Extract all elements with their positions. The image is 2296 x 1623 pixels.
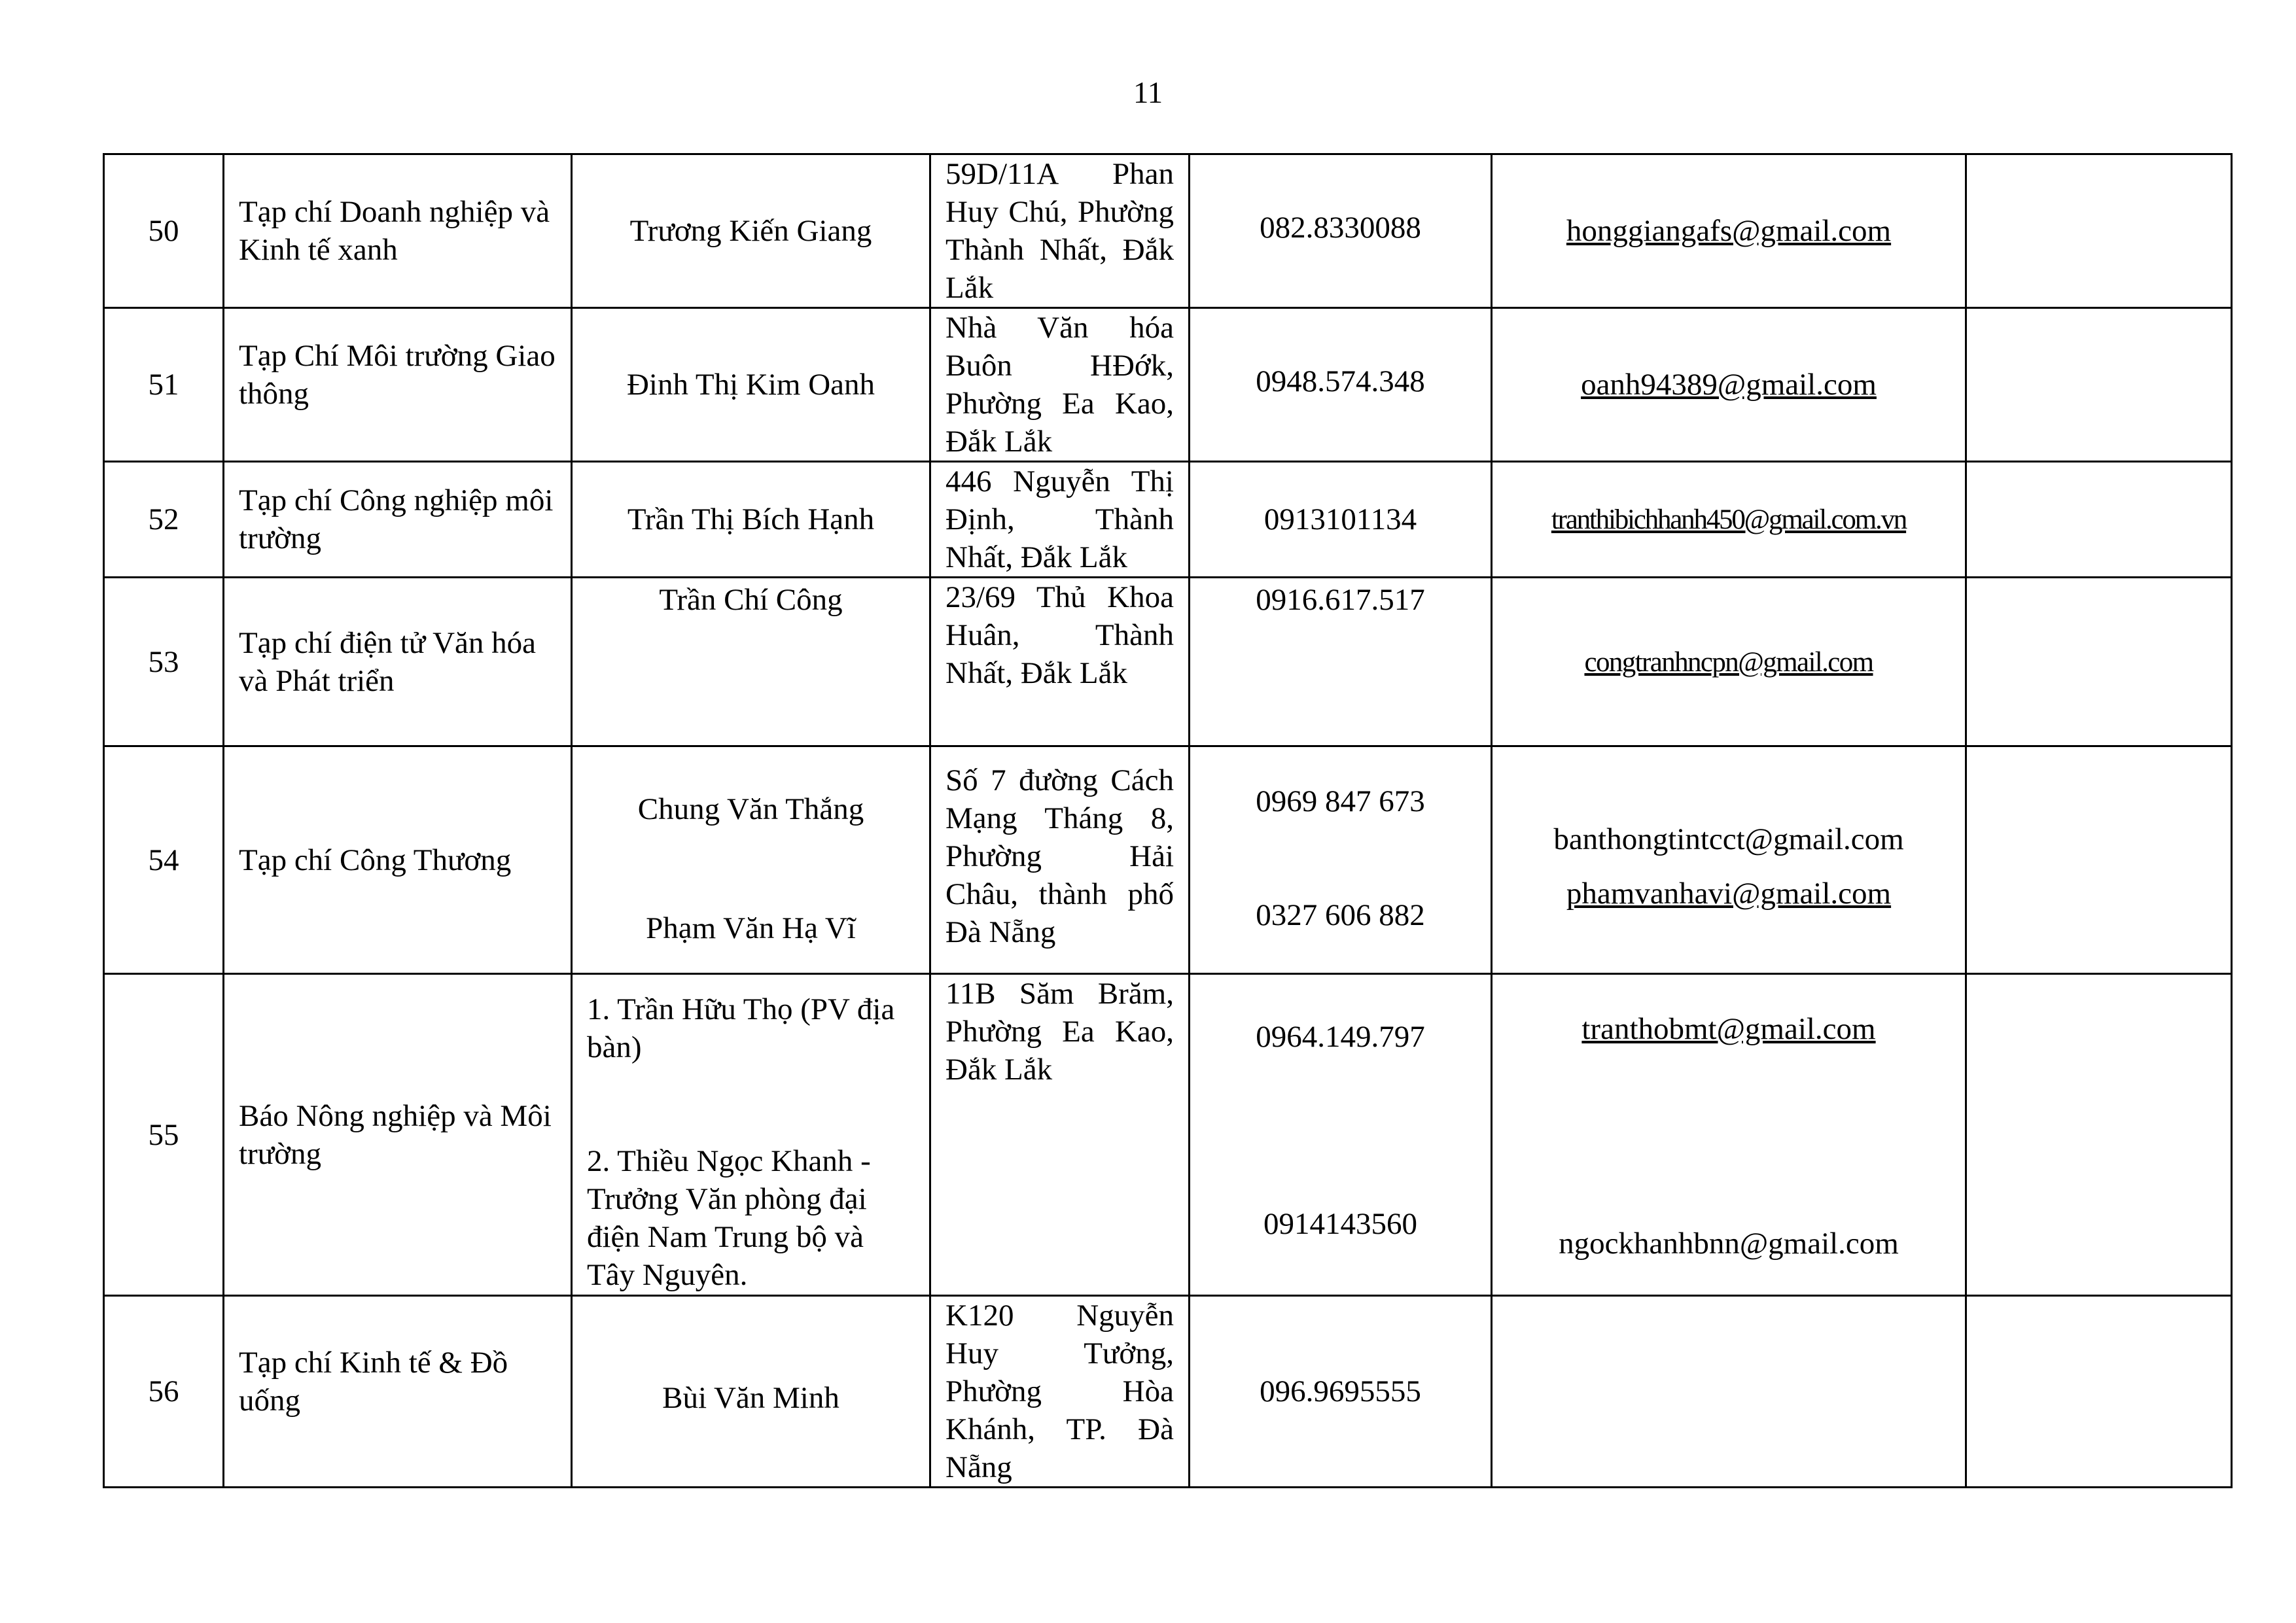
table-row [104, 308, 2232, 462]
contact-person-2: Phạm Văn Hạ Vĩ [646, 911, 856, 945]
address: Nhà Văn hóa Buôn HĐớk, Phường Ea Kao, Đắk Lắk [930, 308, 1190, 462]
phone-number-2: 0327 606 882 [1256, 898, 1425, 932]
email-link[interactable]: phamvanhavi@gmail.com [1566, 877, 1892, 911]
page-number: 11 [1133, 76, 1163, 110]
agency-name [224, 1296, 572, 1488]
contact-person [572, 1296, 930, 1488]
phone-number-1: 0969 847 673 [1256, 784, 1425, 818]
address: 446 Nguyễn Thị Định, Thành Nhất, Đắk Lắk [930, 462, 1190, 578]
notes-cell [1966, 1296, 2232, 1488]
email-cell [1492, 154, 1966, 308]
press-contact-table [103, 153, 2233, 1488]
table-row [104, 746, 2232, 974]
email-cell [1492, 746, 1966, 974]
row-number: 55 [104, 974, 224, 1296]
contact-person-1: 1. Trần Hữu Thọ (PV địa bàn) [587, 992, 895, 1064]
agency-name-text: Tạp chí Kinh tế & Đồ uống [239, 1346, 508, 1418]
contact-person: Trần Thị Bích Hạnh [572, 462, 930, 578]
contact-person [572, 578, 930, 746]
agency-name: Tạp chí Công Thương [224, 746, 572, 974]
email-cell [1492, 578, 1966, 746]
email-link[interactable]: honggiangafs@gmail.com [1566, 214, 1892, 248]
contact-person: Trương Kiến Giang [572, 154, 930, 308]
email-link[interactable]: congtranhncpn@gmail.com [1584, 646, 1873, 678]
contact-person-2: 2. Thiều Ngọc Khanh - Trưởng Văn phòng đại điện Nam Trung bộ và Tây Nguyên. [587, 1144, 871, 1292]
row-number: 56 [104, 1296, 224, 1488]
row-number: 54 [104, 746, 224, 974]
row-number: 53 [104, 578, 224, 746]
phone-number-2: 0914143560 [1263, 1207, 1417, 1241]
address: 59D/11A Phan Huy Chú, Phường Thành Nhất, Đắk Lắk [930, 154, 1190, 308]
email-cell [1492, 974, 1966, 1296]
address: K120 Nguyễn Huy Tưởng, Phường Hòa Khánh, TP. Đà Nẵng [930, 1296, 1190, 1488]
phone [1190, 308, 1492, 462]
row-number: 50 [104, 154, 224, 308]
contact-person [572, 974, 930, 1296]
phone: 0913101134 [1190, 462, 1492, 578]
row-number: 51 [104, 308, 224, 462]
email-cell [1492, 1296, 1966, 1488]
email-2: ngockhanhbnn@gmail.com [1559, 1227, 1899, 1261]
table-row [104, 462, 2232, 578]
phone: 096.9695555 [1190, 1296, 1492, 1488]
phone-number: 082.8330088 [1260, 211, 1421, 245]
agency-name: Tạp chí Công nghiệp môi trường [224, 462, 572, 578]
contact-person: Đinh Thị Kim Oanh [572, 308, 930, 462]
agency-name: Tạp chí điện tử Văn hóa và Phát triển [224, 578, 572, 746]
agency-name [224, 308, 572, 462]
table-row [104, 578, 2232, 746]
address: 11B Săm Brăm, Phường Ea Kao, Đắk Lắk [930, 974, 1190, 1296]
phone [1190, 154, 1492, 308]
phone-number-1: 0964.149.797 [1256, 1020, 1425, 1054]
contact-person [572, 746, 930, 974]
agency-name: Tạp chí Doanh nghiệp và Kinh tế xanh [224, 154, 572, 308]
table-row [104, 1296, 2232, 1488]
row-number: 52 [104, 462, 224, 578]
notes-cell [1966, 578, 2232, 746]
notes-cell [1966, 974, 2232, 1296]
phone-number: 0948.574.348 [1256, 364, 1425, 398]
address: 23/69 Thủ Khoa Huân, Thành Nhất, Đắk Lắk [930, 578, 1190, 746]
email-1: banthongtintcct@gmail.com [1553, 822, 1904, 856]
phone-number: 0916.617.517 [1256, 583, 1425, 617]
email-cell [1492, 308, 1966, 462]
agency-name-text: Tạp Chí Môi trường Giao thông [239, 339, 556, 411]
address-text: Số 7 đường Cách Mạng Tháng 8, Phường Hải Châu, thành phố Đà Nẵng [945, 763, 1174, 949]
phone [1190, 578, 1492, 746]
address [930, 746, 1190, 974]
email-2-wrap [1492, 875, 1965, 913]
email-link[interactable]: tranthibichhanh450@gmail.com.vn [1551, 504, 1907, 535]
notes-cell [1966, 746, 2232, 974]
contact-person-1: Chung Văn Thắng [637, 792, 864, 826]
email-cell [1492, 462, 1966, 578]
contact-person-text: Trần Chí Công [659, 583, 843, 617]
table-row [104, 154, 2232, 308]
email-1-wrap [1492, 1010, 1965, 1048]
contact-person-text: Bùi Văn Minh [662, 1381, 839, 1415]
table-row [104, 974, 2232, 1296]
notes-cell [1966, 462, 2232, 578]
email-link[interactable]: tranthobmt@gmail.com [1581, 1012, 1876, 1046]
agency-name: Báo Nông nghiệp và Môi trường [224, 974, 572, 1296]
phone [1190, 746, 1492, 974]
notes-cell [1966, 154, 2232, 308]
phone [1190, 974, 1492, 1296]
notes-cell [1966, 308, 2232, 462]
email-link[interactable]: oanh94389@gmail.com [1581, 368, 1877, 402]
